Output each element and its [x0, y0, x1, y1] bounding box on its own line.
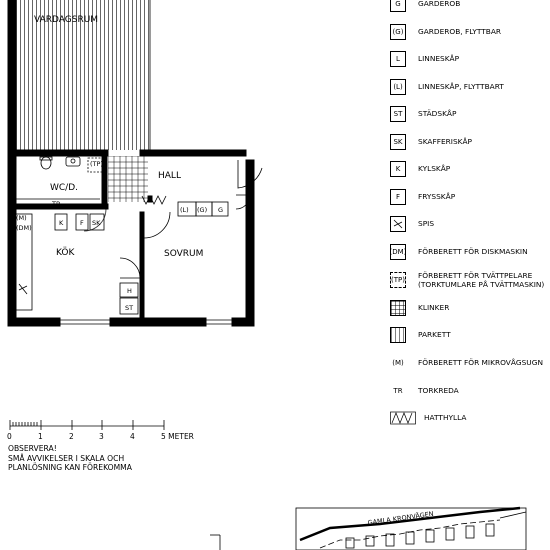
fixture-tr: TR [52, 200, 61, 208]
disclaimer-note [8, 444, 132, 473]
legend-text: FÖRBERETT FÖR DISKMASKIN [418, 247, 528, 256]
site-plan-left [210, 535, 220, 550]
legend-text: FÖRBERETT FÖR MIKROVÅGSUGN [418, 358, 543, 367]
room-label-hall: HALL [158, 171, 181, 181]
legend-symbol-text: L [396, 55, 400, 63]
legend-text: STÄDSKÅP [418, 109, 457, 118]
legend-row [388, 22, 550, 44]
legend-text: SKAFFERISKÅP [418, 137, 473, 146]
legend-symbol [390, 327, 406, 343]
legend-text: PARKETT [418, 330, 451, 339]
legend-symbol [390, 134, 406, 150]
legend-text: TORKREDA [418, 386, 459, 395]
scale-label-4: 4 [130, 432, 135, 441]
legend-row [388, 187, 550, 209]
legend-symbol [390, 410, 416, 426]
legend-symbol [390, 355, 406, 371]
legend-symbol-text: (L) [393, 83, 403, 91]
legend-row [388, 353, 550, 375]
room-label-kitchen: KÖK [56, 248, 75, 258]
legend-text: FRYSSKÅP [418, 192, 456, 201]
legend-symbol-text: (DM) [389, 248, 407, 256]
legend-row [388, 0, 550, 16]
legend-symbol-text: TR [393, 387, 403, 395]
fixture-tp: (TP) [90, 160, 103, 168]
legend-symbol [390, 272, 406, 288]
room-label-wc: WC/D. [50, 183, 79, 193]
legend-text: SPIS [418, 219, 435, 228]
legend-symbol [390, 161, 406, 177]
legend-symbol [390, 79, 406, 95]
legend-symbol-text: SK [393, 138, 403, 146]
legend-symbol [390, 383, 406, 399]
scale-label-2: 2 [69, 432, 74, 441]
legend-symbol-text: G [395, 0, 401, 8]
legend-row [388, 270, 550, 292]
legend-symbol [390, 0, 406, 12]
fixture-g: G [218, 206, 224, 214]
scale-label-0: 0 [7, 432, 12, 441]
legend-row [388, 132, 550, 154]
scale-label-3: 3 [99, 432, 104, 441]
fixture-k: K [59, 219, 64, 227]
legend-row [388, 77, 550, 99]
legend-symbol-text: (TP) [391, 276, 405, 284]
note-line-3: PLANLÖSNING KAN FÖREKOMMA [8, 463, 132, 472]
legend-row [388, 104, 550, 126]
legend-text: GARDEROB [418, 0, 461, 8]
fixture-h: H [127, 287, 132, 295]
hat-shelf-icon [390, 411, 416, 425]
legend-symbol [390, 51, 406, 67]
legend-symbol [390, 300, 406, 316]
legend-symbol-text: (M) [392, 359, 404, 367]
legend-row [388, 159, 550, 181]
legend-text: GARDEROB, FLYTTBAR [418, 27, 502, 36]
legend-row [388, 49, 550, 71]
fixture-l: (L) [180, 206, 189, 214]
legend-row [388, 381, 550, 403]
map-street-label: GAMLA KRONVÄGEN [367, 509, 435, 527]
legend-text: HATTHYLLA [424, 413, 467, 422]
note-line-1: OBSERVERA! [8, 444, 57, 453]
legend-symbol [390, 24, 406, 40]
fixture-st: ST [125, 304, 134, 312]
legend-symbol [390, 106, 406, 122]
legend-text: KLINKER [418, 303, 450, 312]
legend-symbol-text: F [395, 193, 401, 201]
legend-symbol [390, 216, 406, 232]
kitchen-counter [16, 214, 138, 314]
scale-bar [10, 420, 164, 430]
note-line-2: SMÅ AVVIKELSER I SKALA OCH [8, 453, 125, 463]
legend-symbol [390, 189, 406, 205]
stove-icon [391, 217, 405, 231]
fixture-g-paren: (G) [197, 206, 208, 214]
room-label-living: VARDAGSRUM [34, 15, 99, 25]
scale-label-5: 5 METER [161, 432, 194, 441]
legend-row [388, 214, 550, 236]
fixture-dm: (DM) [16, 224, 32, 232]
legend-symbol-text: K [395, 165, 401, 173]
legend-symbol-text: ST [393, 110, 403, 118]
legend-text: KYLSKÅP [418, 164, 451, 173]
legend-row [388, 408, 550, 430]
hall-floor [108, 156, 148, 202]
legend-text: LINNESKÅP, FLYTTBART [418, 82, 504, 91]
room-label-bedroom: SOVRUM [164, 249, 204, 259]
fixture-f: F [80, 219, 84, 227]
fixture-m: (M) [16, 214, 27, 222]
legend-row [388, 325, 550, 347]
legend-row [388, 298, 550, 320]
fixture-sk: SK [92, 219, 101, 227]
legend-row [388, 242, 550, 264]
legend-text: LINNESKÅP [418, 54, 460, 63]
legend-text: FÖRBERETT FÖR TVÄTTPELARE (TORKTUMLARE PÅ TVÄTTMASKIN) [418, 271, 545, 289]
scale-label-1: 1 [38, 432, 43, 441]
legend-symbol [390, 244, 406, 260]
legend-symbol-text: (G) [392, 28, 404, 36]
